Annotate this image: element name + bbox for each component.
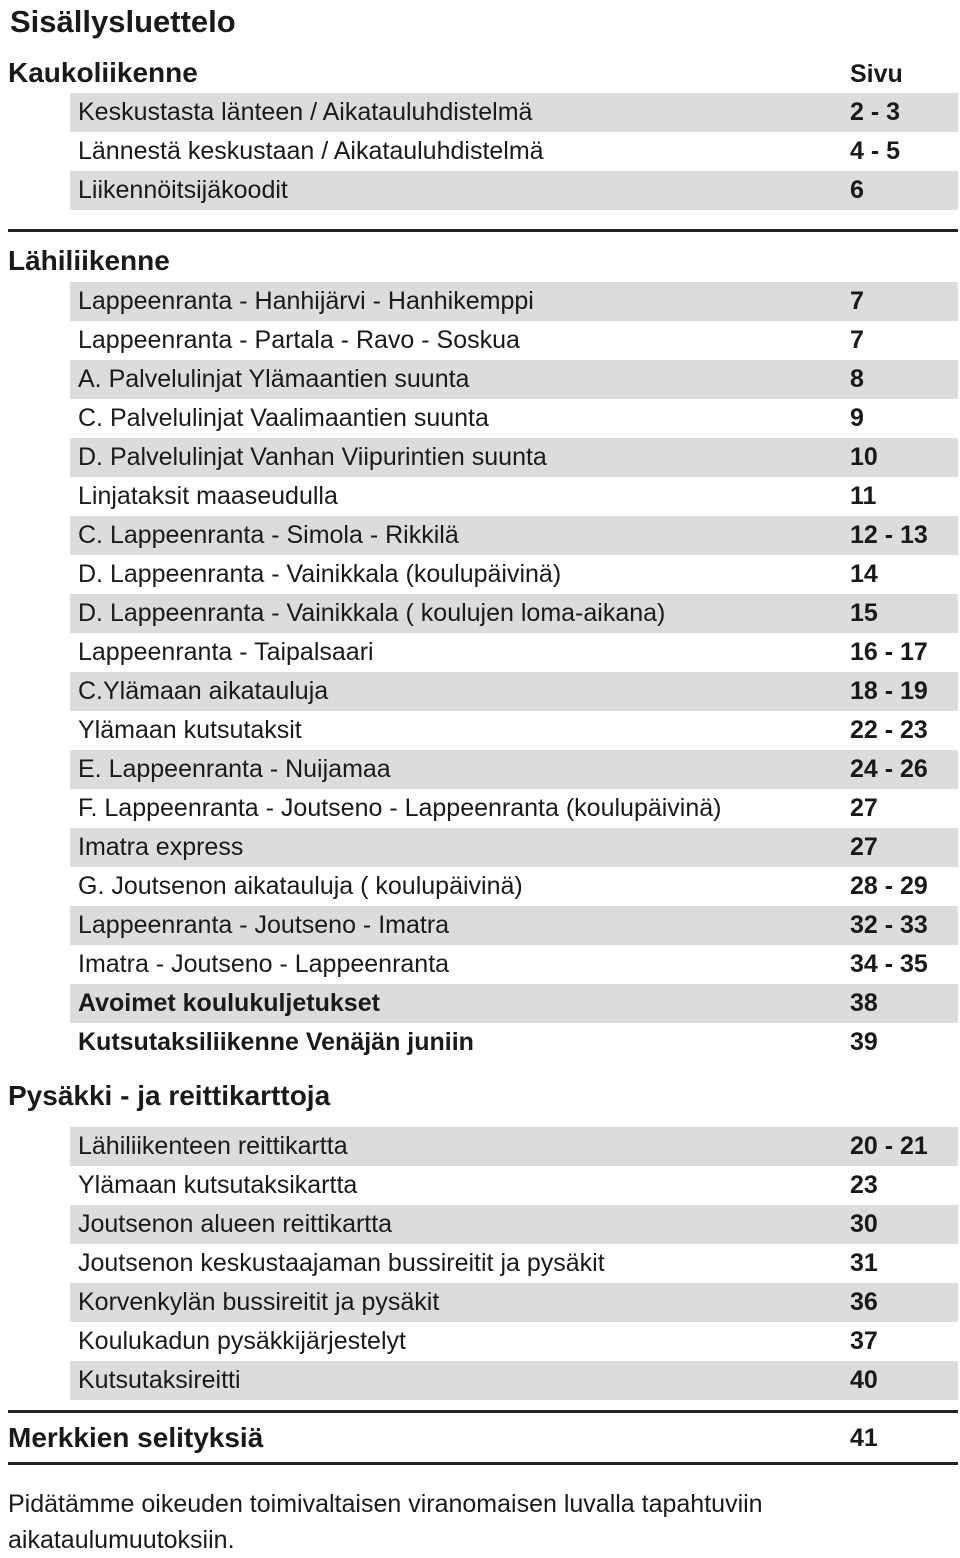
toc-entry-page: 4 - 5 <box>850 137 901 165</box>
toc-entry-label: D. Palvelulinjat Vanhan Viipurintien suunta <box>78 443 547 471</box>
toc-row <box>70 711 958 750</box>
toc-entry-page: 24 - 26 <box>850 755 928 783</box>
section-list-pysakki <box>70 1127 958 1400</box>
toc-entry-page: 10 <box>850 443 878 471</box>
toc-entry-page: 40 <box>850 1366 878 1394</box>
section-list-kaukoliikenne <box>70 93 958 210</box>
toc-entry-page: 6 <box>850 176 864 204</box>
footer-note: Pidätämme oikeuden toimivaltaisen viranomaisen luvalla tapahtuviin aikataulumuutoksiin. <box>8 1490 763 1554</box>
toc-entry-label: Avoimet koulukuljetukset <box>78 989 380 1017</box>
toc-entry-label: Joutsenon keskustaajaman bussireitit ja pysäkit <box>78 1249 605 1277</box>
toc-entry-page: 22 - 23 <box>850 716 928 744</box>
toc-entry-label: Ylämaan kutsutaksit <box>78 716 302 744</box>
toc-entry-label: D. Lappeenranta - Vainikkala (koulupäivinä) <box>78 560 562 588</box>
section-list-lahiliikenne <box>70 282 958 1062</box>
toc-row <box>70 438 958 477</box>
toc-row <box>70 360 958 399</box>
toc-entry-page: 8 <box>850 365 864 393</box>
toc-row <box>70 945 958 984</box>
toc-row <box>70 555 958 594</box>
toc-entry-label: Kutsutaksiliikenne Venäjän juniin <box>78 1028 474 1056</box>
toc-entry-label: Koulukadun pysäkkijärjestelyt <box>78 1327 406 1355</box>
toc-row <box>70 1244 958 1283</box>
toc-entry-page: 2 - 3 <box>850 98 901 126</box>
toc-entry-page: 7 <box>850 326 864 354</box>
toc-entry-label: C. Lappeenranta - Simola - Rikkilä <box>78 521 459 549</box>
toc-entry-page: 9 <box>850 404 864 432</box>
toc-entry-page: 14 <box>850 560 878 588</box>
toc-entry-label: Lähiliikenteen reittikartta <box>78 1132 348 1160</box>
toc-entry-label: Korvenkylän bussireitit ja pysäkit <box>78 1288 440 1316</box>
toc-entry-page: 28 - 29 <box>850 872 928 900</box>
toc-entry-page: 7 <box>850 287 864 315</box>
toc-row <box>70 633 958 672</box>
section-divider <box>8 229 958 232</box>
toc-entry-page: 20 - 21 <box>850 1132 928 1160</box>
toc-entry-label: F. Lappeenranta - Joutseno - Lappeenranta (koulupäivinä) <box>78 794 722 822</box>
toc-entry-label: C. Palvelulinjat Vaalimaantien suunta <box>78 404 489 432</box>
toc-entry-label: A. Palvelulinjat Ylämaantien suunta <box>78 365 470 393</box>
toc-row <box>70 828 958 867</box>
section-divider <box>8 1462 958 1465</box>
toc-entry-page: 37 <box>850 1327 878 1355</box>
page-title: Sisällysluettelo <box>10 4 236 39</box>
toc-row <box>70 1205 958 1244</box>
toc-row <box>70 1361 958 1400</box>
toc-row <box>70 984 958 1023</box>
toc-entry-label: Lappeenranta - Joutseno - Imatra <box>78 911 450 939</box>
toc-row <box>70 282 958 321</box>
toc-entry-label: D. Lappeenranta - Vainikkala ( koulujen loma-aikana) <box>78 599 666 627</box>
toc-entry-label: Lappeenranta - Taipalsaari <box>78 638 374 666</box>
toc-row <box>70 672 958 711</box>
toc-entry-page: 15 <box>850 599 878 627</box>
toc-row <box>70 477 958 516</box>
page-column-header: Sivu <box>850 60 903 88</box>
toc-row <box>70 1322 958 1361</box>
toc-row <box>70 1166 958 1205</box>
toc-row <box>70 1283 958 1322</box>
toc-row <box>70 1023 958 1062</box>
toc-entry-label: Ylämaan kutsutaksikartta <box>78 1171 358 1199</box>
section-heading-lahiliikenne: Lähiliikenne <box>8 245 170 276</box>
toc-entry-label: Keskustasta länteen / Aikatauluhdistelmä <box>78 98 533 126</box>
toc-row <box>70 171 958 210</box>
section-heading-pysakki: Pysäkki - ja reittikarttoja <box>8 1080 331 1111</box>
toc-row <box>70 750 958 789</box>
toc-entry-label: Lappeenranta - Hanhijärvi - Hanhikemppi <box>78 287 534 315</box>
toc-row <box>70 1127 958 1166</box>
toc-entry-label: Imatra - Joutseno - Lappeenranta <box>78 950 450 978</box>
toc-entry-label: Kutsutaksireitti <box>78 1366 241 1394</box>
toc-entry-label: G. Joutsenon aikatauluja ( koulupäivinä) <box>78 872 523 900</box>
toc-entry-label: Liikennöitsijäkoodit <box>78 176 288 204</box>
toc-entry-page: 16 - 17 <box>850 638 928 666</box>
toc-entry-label: C.Ylämaan aikatauluja <box>78 677 329 705</box>
toc-row <box>70 516 958 555</box>
toc-row <box>70 321 958 360</box>
toc-row <box>70 132 958 171</box>
section-heading-merkkien: Merkkien selityksiä <box>8 1422 264 1453</box>
toc-entry-label: Lännestä keskustaan / Aikatauluhdistelmä <box>78 137 544 165</box>
toc-entry-page: 12 - 13 <box>850 521 928 549</box>
section-heading-kaukoliikenne: Kaukoliikenne <box>8 57 198 88</box>
toc-entry-page: 38 <box>850 989 878 1017</box>
toc-entry-page: 32 - 33 <box>850 911 928 939</box>
toc-row <box>70 789 958 828</box>
toc-entry-page: 23 <box>850 1171 878 1199</box>
toc-entry-page: 27 <box>850 794 878 822</box>
toc-entry-label: Lappeenranta - Partala - Ravo - Soskua <box>78 326 520 354</box>
toc-entry-label: Linjataksit maaseudulla <box>78 482 338 510</box>
toc-row <box>70 906 958 945</box>
section-page-merkkien: 41 <box>850 1424 878 1452</box>
toc-row <box>70 93 958 132</box>
toc-entry-label: Imatra express <box>78 833 244 861</box>
section-divider <box>8 1410 958 1413</box>
toc-row <box>70 594 958 633</box>
toc-entry-page: 34 - 35 <box>850 950 928 978</box>
toc-entry-page: 39 <box>850 1028 878 1056</box>
toc-entry-page: 30 <box>850 1210 878 1238</box>
toc-entry-page: 18 - 19 <box>850 677 928 705</box>
toc-entry-label: E. Lappeenranta - Nuijamaa <box>78 755 391 783</box>
toc-entry-page: 11 <box>850 482 877 510</box>
toc-entry-label: Joutsenon alueen reittikartta <box>78 1210 393 1238</box>
toc-row <box>70 867 958 906</box>
toc-row <box>70 399 958 438</box>
toc-entry-page: 27 <box>850 833 878 861</box>
toc-entry-page: 36 <box>850 1288 878 1316</box>
toc-entry-page: 31 <box>850 1249 878 1277</box>
